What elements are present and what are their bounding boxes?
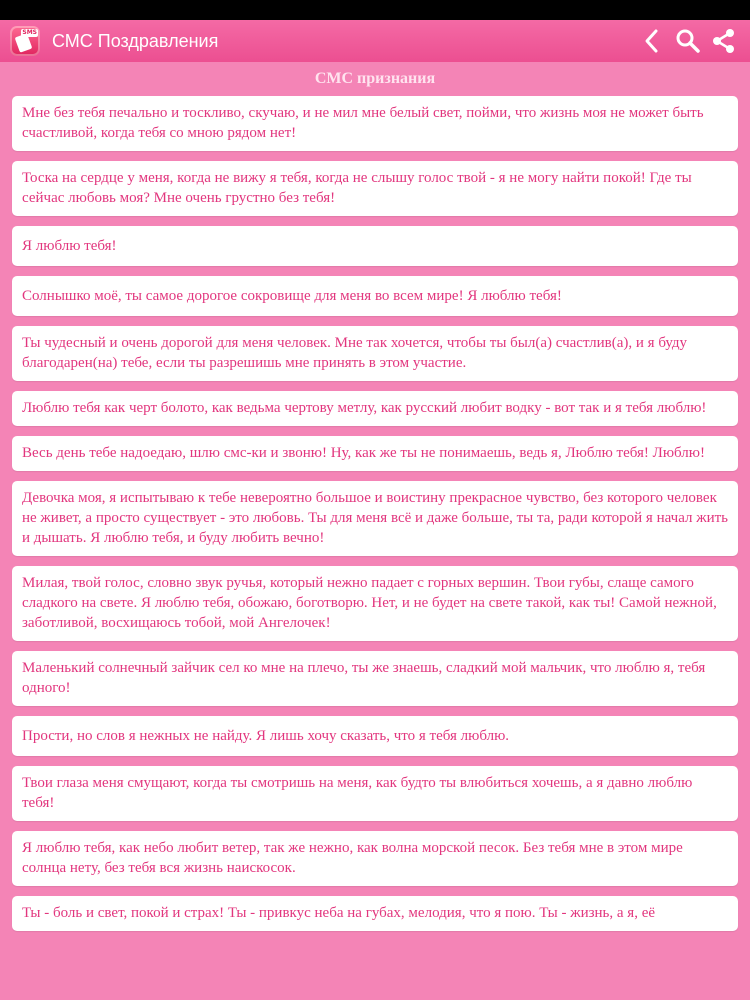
share-button[interactable] <box>706 23 742 59</box>
message-card[interactable]: Весь день тебе надоедаю, шлю смс-ки и звоню! Ну, как же ты не понимаешь, ведь я, Люблю тебя! Люблю! <box>12 436 738 471</box>
share-icon <box>711 28 737 54</box>
message-card[interactable]: Я люблю тебя! <box>12 226 738 266</box>
section-title: СМС признания <box>314 70 436 87</box>
app-title: СМС Поздравления <box>52 30 219 51</box>
status-bar <box>0 0 750 20</box>
message-card[interactable]: Солнышко моё, ты самое дорогое сокровище для меня во всем мире! Я люблю тебя! <box>12 276 738 316</box>
message-card[interactable]: Люблю тебя как черт болото, как ведьма чертову метлу, как русский любит водку - вот так и я тебя люблю! <box>12 391 738 426</box>
sms-badge: SMS <box>22 29 37 36</box>
message-card[interactable]: Ты чудесный и очень дорогой для меня человек. Мне так хочется, чтобы ты был(а) счастлив(а), и я буду благодарен(на) тебе, если ты разрешишь мне принять в этом участие. <box>12 326 738 381</box>
toolbar-actions <box>634 23 742 59</box>
action-bar <box>0 20 750 62</box>
message-card[interactable]: Прости, но слов я нежных не найду. Я лишь хочу сказать, что я тебя люблю. <box>12 716 738 756</box>
message-card[interactable]: Твои глаза меня смущают, когда ты смотришь на меня, как будто ты влюбиться хочешь, а я давно люблю тебя! <box>12 766 738 821</box>
message-card[interactable]: Я люблю тебя, как небо любит ветер, так же нежно, как волна морской песок. Без тебя мне в этом мире солнца нету, без тебя вся жизнь наискосок. <box>12 831 738 886</box>
message-card[interactable]: Ты - боль и свет, покой и страх! Ты - привкус неба на губах, мелодия, что я пою. Ты - жизнь, а я, её <box>12 896 738 931</box>
message-card[interactable]: Девочка моя, я испытываю к тебе невероятно большое и воистину прекрасное чувство, без которого человек не живет, а просто существует - это любовь. Ты для меня всё и даже больше, ты та, ради которой я начал жить и дышать. Я люблю тебя, и буду любить вечно! <box>12 481 738 556</box>
back-icon <box>641 28 663 54</box>
search-button[interactable] <box>670 23 706 59</box>
sms-phone-icon[interactable] <box>10 26 40 56</box>
message-card[interactable]: Маленький солнечный зайчик сел ко мне на плечо, ты же знаешь, сладкий мой мальчик, что люблю я, тебя одного! <box>12 651 738 706</box>
message-list-view[interactable] <box>0 62 750 1000</box>
search-icon <box>675 28 701 54</box>
message-card[interactable]: Мне без тебя печально и тоскливо, скучаю, и не мил мне белый свет, пойми, что жизнь моя не может быть счастливой, когда тебя со мною рядом нет! <box>12 96 738 151</box>
message-list <box>0 96 750 931</box>
message-card[interactable]: Милая, твой голос, словно звук ручья, который нежно падает с горных вершин. Твои губы, слаще самого сладкого на свете. Я люблю тебя, обожаю, боготворю. Нет, и не будет на свете такой, как ты! Самой нежной, заботливой, восхищаюсь тобой, мой Ангелочек! <box>12 566 738 641</box>
message-card[interactable]: Тоска на сердце у меня, когда не вижу я тебя, когда не слышу голос твой - я не могу найти покой! Где ты сейчас любовь моя? Мне очень грустно без тебя! <box>12 161 738 216</box>
back-button[interactable] <box>634 23 670 59</box>
